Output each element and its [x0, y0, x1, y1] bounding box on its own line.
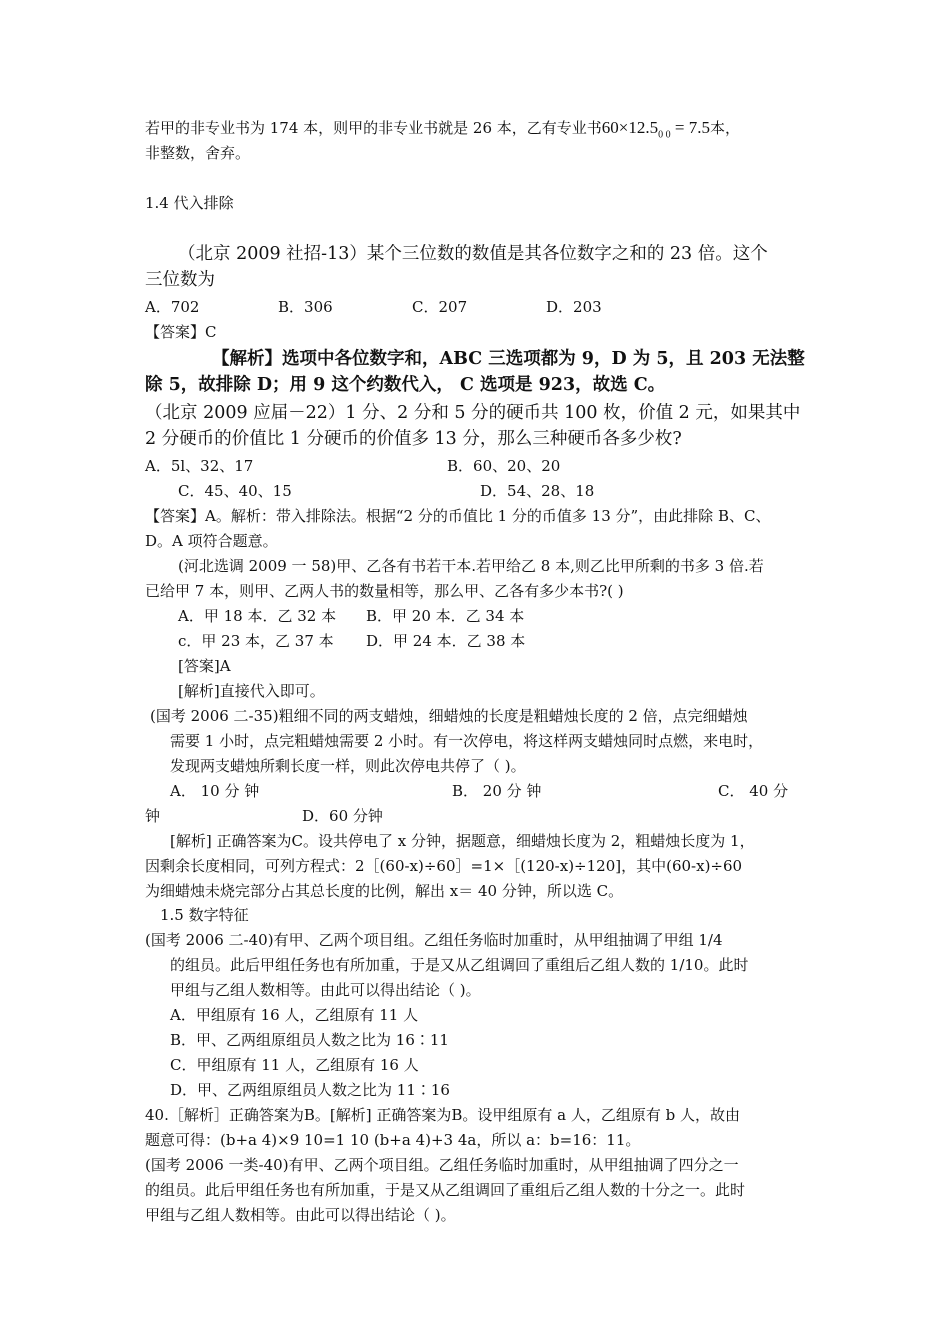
q2-answer-2: D。A 项符合题意。 [145, 532, 278, 550]
q5-analysis-2: 题意可得：(b+a 4)×9 10=1 10 (b+a 4)+3 4a，所以 a：b=16：11。 [145, 1131, 641, 1149]
q4-option-c-cont: 钟 [145, 807, 161, 825]
q4-analysis-3: 为细蜡烛未烧完部分占其总长度的比例，解出 x＝ 40 分钟，所以选 C。 [145, 882, 624, 900]
q5-analysis-1: 40.［解析］正确答案为B。[解析] 正确答案为B。设甲组原有 a 人，乙组原有 b 人，故由 [145, 1106, 740, 1124]
q4-option-a: A． 10 分 钟 [170, 782, 260, 800]
q3-stem-1: (河北选调 2009 一 58)甲、乙各有书若干本.若甲给乙 8 本,则乙比甲所剩的书多 3 倍.若 [178, 557, 764, 575]
q3-answer: [答案]A [178, 657, 231, 675]
q3-option-a: A．甲 18 本．乙 32 本 [178, 607, 337, 625]
q6-stem-2: 的组员。此后甲组任务也有所加重，于是又从乙组调回了重组后乙组人数的十分之一。此时 [145, 1181, 746, 1199]
q2-option-c: C．45、40、15 [178, 482, 292, 500]
q4-analysis-2: 因剩余长度相同，可列方程式：2［(60-x)÷60］=1×［(120-x)÷120]，其中(60-x)÷60 [145, 857, 743, 875]
q2-option-d: D．54、28、18 [480, 482, 595, 500]
q3-option-b: B．甲 20 本．乙 34 本 [366, 607, 525, 625]
q4-analysis-1: [解析] 正确答案为C。设共停电了 x 分钟，据题意，细蜡烛长度为 2，粗蜡烛长度为 1， [170, 832, 755, 850]
q1-option-b: B．306 [278, 298, 333, 316]
q4-option-d: D．60 分钟 [302, 807, 383, 825]
q1-analysis-2: 除 5，故排除 D；用 9 这个约数代入， C 选项是 923，故选 C。 [145, 375, 666, 395]
q3-analysis: [解析]直接代入即可。 [178, 682, 325, 700]
formula-left: 60×12.5 [601, 118, 659, 137]
q3-stem-2: 已给甲 7 本，则甲、乙两人书的数量相等，那么甲、乙各有多少本书?( ) [145, 582, 624, 600]
q2-answer-1: 【答案】A。解析：带入排除法。根据“2 分的币值比 1 分的币值多 13 分”，由此排除 B、C、 [145, 507, 771, 525]
intro-text-end: 本， [709, 119, 740, 137]
q4-stem-1: (国考 2006 二-35)粗细不同的两支蜡烛，细蜡烛的长度是粗蜡烛长度的 2 倍，点完细蜡烛 [150, 707, 748, 725]
q3-option-d: D．甲 24 本．乙 38 本 [366, 632, 526, 650]
q4-option-c: C． 40 分 [718, 782, 789, 800]
q5-option-c: C．甲组原有 11 人，乙组原有 16 人 [170, 1056, 419, 1074]
formula-subscript: 0 0 [658, 129, 671, 141]
formula [601, 118, 710, 141]
q5-stem-3: 甲组与乙组人数相等。由此可以得出结论（ )。 [170, 981, 481, 999]
intro-line-2: 非整数，舍弃。 [145, 144, 251, 162]
section-heading-1-4: 1.4 代入排除 [145, 194, 234, 212]
q3-option-c: c．甲 23 本，乙 37 本 [178, 632, 334, 650]
q6-stem-1: (国考 2006 一类-40)有甲、乙两个项目组。乙组任务临时加重时，从甲组抽调了四分之一 [145, 1156, 739, 1174]
q1-answer: 【答案】C [145, 323, 217, 341]
q4-stem-3: 发现两支蜡烛所剩长度一样，则此次停电共停了（ )。 [170, 757, 526, 775]
section-heading-1-5: 1.5 数字特征 [160, 906, 249, 924]
q5-option-b: B．甲、乙两组原组员人数之比为 16∶11 [170, 1031, 449, 1049]
q6-stem-3: 甲组与乙组人数相等。由此可以得出结论（ )。 [145, 1206, 456, 1224]
q5-stem-1: (国考 2006 二-40)有甲、乙两个项目组。乙组任务临时加重时，从甲组抽调了甲组 1/4 [145, 931, 723, 949]
q1-stem-2: 三位数为 [145, 270, 215, 290]
intro-text: 若甲的非专业书为 174 本，则甲的非专业书就是 26 本，乙有专业书 [145, 119, 602, 137]
q2-stem-1: （北京 2009 应届－22）1 分、2 分和 5 分的硬币共 100 枚，价值 2 元，如果其中 [145, 403, 801, 423]
intro-line-1 [145, 119, 740, 140]
q4-stem-2: 需要 1 小时，点完粗蜡烛需要 2 小时。有一次停电，将这样两支蜡烛同时点燃，来电时， [170, 732, 764, 750]
q5-stem-2: 的组员。此后甲组任务也有所加重，于是又从乙组调回了重组后乙组人数的 1/10。此时 [170, 956, 749, 974]
q2-stem-2: 2 分硬币的价值比 1 分硬币的价值多 13 分，那么三种硬币各多少枚? [145, 429, 682, 449]
q1-option-c: C．207 [412, 298, 468, 316]
formula-right: = 7.5 [670, 118, 710, 137]
q2-option-b: B．60、20、20 [447, 457, 561, 475]
q5-option-a: A．甲组原有 16 人，乙组原有 11 人 [170, 1006, 419, 1024]
q1-option-a: A．702 [145, 298, 200, 316]
q1-option-d: D．203 [546, 298, 602, 316]
q2-option-a: A．5l、32、17 [145, 457, 254, 475]
q4-option-b: B． 20 分 钟 [452, 782, 542, 800]
q1-stem-1: （北京 2009 社招-13）某个三位数的数值是其各位数字之和的 23 倍。这个 [178, 244, 768, 264]
q5-option-d: D．甲、乙两组原组员人数之比为 11∶16 [170, 1081, 450, 1099]
q1-analysis-1: 【解析】选项中各位数字和，ABC 三选项都为 9，D 为 5，且 203 无法整 [212, 349, 805, 369]
